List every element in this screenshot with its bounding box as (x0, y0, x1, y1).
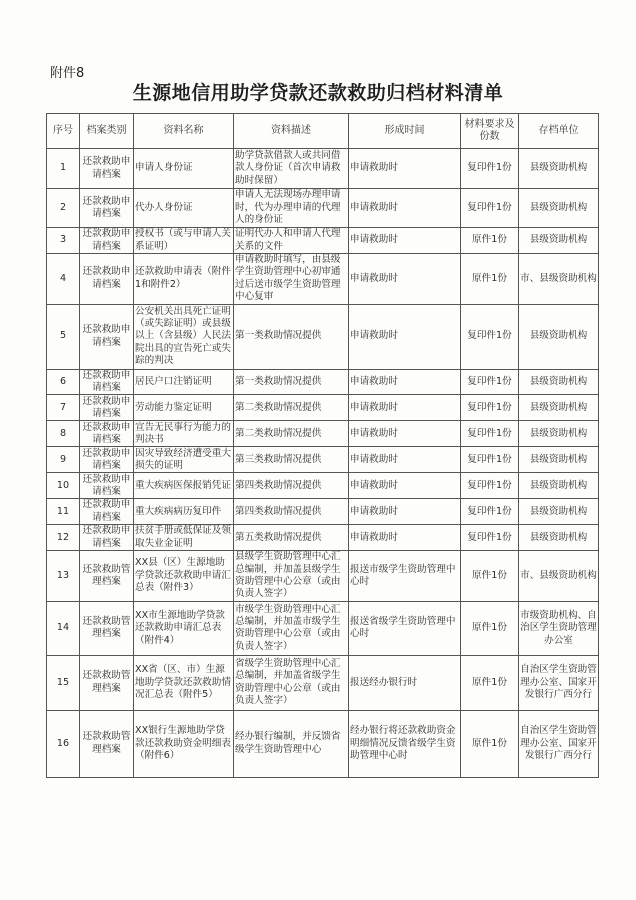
row-archive-unit: 县级资助机构 (519, 395, 599, 421)
table-row (47, 421, 599, 447)
row-category: 还款救助申请档案 (80, 473, 134, 499)
row-formation-time: 经办银行将还款救助资金明细情况反馈省级学生资助管理中心时 (349, 710, 461, 777)
row-requirement: 原件1份 (461, 710, 519, 777)
row-number: 15 (47, 655, 80, 710)
row-requirement: 原件1份 (461, 655, 519, 710)
row-requirement: 复印件1份 (461, 421, 519, 447)
row-archive-unit: 县级资助机构 (519, 447, 599, 473)
header-name: 资料名称 (134, 114, 234, 149)
row-material-name: 扶贫手册或低保证及领取失业金证明 (134, 525, 234, 551)
row-requirement: 复印件1份 (461, 189, 519, 228)
row-category: 还款救助申请档案 (80, 369, 134, 395)
row-archive-unit: 自治区学生资助管理办公室、国家开发银行广西分行 (519, 655, 599, 710)
header-time: 形成时间 (349, 114, 461, 149)
row-material-name: XX省（区、市）生源地助学贷款还款救助情况汇总表（附件5） (134, 655, 234, 710)
row-formation-time: 申请救助时 (349, 189, 461, 228)
row-archive-unit: 市、县级资助机构 (519, 551, 599, 602)
row-formation-time: 报送市级学生资助管理中心时 (349, 551, 461, 602)
row-formation-time: 申请救助时 (349, 228, 461, 254)
row-requirement: 原件1份 (461, 254, 519, 305)
row-description: 第一类救助情况提供 (234, 369, 349, 395)
row-description: 省级学生资助管理中心汇总编制，并加盖省级学生资助管理中心公章（或由负责人签字） (234, 655, 349, 710)
row-requirement: 复印件1份 (461, 473, 519, 499)
row-number: 8 (47, 421, 80, 447)
row-material-name: 因灾导致经济遭受重大损失的证明 (134, 447, 234, 473)
row-material-name: 申请人身份证 (134, 149, 234, 189)
row-archive-unit: 县级资助机构 (519, 473, 599, 499)
row-category: 还款救助申请档案 (80, 149, 134, 189)
document-title: 生源地信用助学贷款还款救助归档材料清单 (132, 82, 504, 104)
row-formation-time: 报送省级学生资助管理中心时 (349, 601, 461, 655)
table-header-row (47, 114, 599, 149)
row-archive-unit: 县级资助机构 (519, 421, 599, 447)
row-material-name: 宣告无民事行为能力的判决书 (134, 421, 234, 447)
row-material-name: 还款救助申请表（附件1和附件2） (134, 254, 234, 305)
table-row (47, 525, 599, 551)
table-row (47, 655, 599, 710)
row-description: 申请人无法现场办理申请时，代为办理申请的代理人的身份证 (234, 189, 349, 228)
row-archive-unit: 县级资助机构 (519, 228, 599, 254)
row-archive-unit: 市级资助机构、自治区学生资助管理办公室 (519, 601, 599, 655)
table-row (47, 447, 599, 473)
row-number: 4 (47, 254, 80, 305)
row-number: 12 (47, 525, 80, 551)
row-material-name: 重大疾病病历复印件 (134, 499, 234, 525)
row-material-name: 代办人身份证 (134, 189, 234, 228)
row-material-name: 授权书（或与申请人关系证明） (134, 228, 234, 254)
row-requirement: 复印件1份 (461, 499, 519, 525)
row-formation-time: 申请救助时 (349, 525, 461, 551)
row-archive-unit: 县级资助机构 (519, 499, 599, 525)
row-formation-time: 申请救助时 (349, 395, 461, 421)
table-row (47, 369, 599, 395)
row-category: 还款救助申请档案 (80, 395, 134, 421)
table-row (47, 601, 599, 655)
table-row (47, 551, 599, 602)
row-number: 10 (47, 473, 80, 499)
row-category: 还款救助申请档案 (80, 254, 134, 305)
table-row (47, 710, 599, 777)
row-archive-unit: 自治区学生资助管理办公室、国家开发银行广西分行 (519, 710, 599, 777)
row-category: 还款救助管理档案 (80, 551, 134, 602)
row-requirement: 原件1份 (461, 551, 519, 602)
row-description: 第一类救助情况提供 (234, 304, 349, 369)
row-category: 还款救助申请档案 (80, 228, 134, 254)
row-material-name: XX县（区）生源地助学贷款还款救助申请汇总表（附件3） (134, 551, 234, 602)
table-row (47, 254, 599, 305)
row-requirement: 复印件1份 (461, 447, 519, 473)
row-category: 还款救助申请档案 (80, 525, 134, 551)
row-category: 还款救助管理档案 (80, 601, 134, 655)
archive-materials-table (46, 113, 599, 778)
row-requirement: 复印件1份 (461, 149, 519, 189)
row-description: 第四类救助情况提供 (234, 499, 349, 525)
row-archive-unit: 县级资助机构 (519, 304, 599, 369)
row-requirement: 复印件1份 (461, 369, 519, 395)
row-description: 第二类救助情况提供 (234, 395, 349, 421)
row-material-name: 重大疾病医保报销凭证 (134, 473, 234, 499)
table-row (47, 228, 599, 254)
row-description: 第三类救助情况提供 (234, 447, 349, 473)
row-archive-unit: 县级资助机构 (519, 189, 599, 228)
row-material-name: 公安机关出具死亡证明（或失踪证明）或县级以上（含县级）人民法院出具的宣告死亡或失踪的判决 (134, 304, 234, 369)
row-formation-time: 申请救助时 (349, 149, 461, 189)
row-number: 1 (47, 149, 80, 189)
row-description: 助学贷款借款人或共同借款人身份证（首次申请救助时保留） (234, 149, 349, 189)
table-row (47, 499, 599, 525)
row-formation-time: 申请救助时 (349, 304, 461, 369)
header-unit: 存档单位 (519, 114, 599, 149)
row-number: 11 (47, 499, 80, 525)
row-description: 第四类救助情况提供 (234, 473, 349, 499)
row-number: 2 (47, 189, 80, 228)
row-requirement: 复印件1份 (461, 395, 519, 421)
header-no: 序号 (47, 114, 80, 149)
row-formation-time: 申请救助时 (349, 447, 461, 473)
row-category: 还款救助申请档案 (80, 189, 134, 228)
row-formation-time: 申请救助时 (349, 421, 461, 447)
row-formation-time: 申请救助时 (349, 369, 461, 395)
row-formation-time: 申请救助时 (349, 499, 461, 525)
row-archive-unit: 县级资助机构 (519, 369, 599, 395)
row-requirement: 原件1份 (461, 228, 519, 254)
attachment-label: 附件8 (50, 66, 85, 81)
header-category: 档案类别 (80, 114, 134, 149)
row-description: 申请救助时填写，由县级学生资助管理中心初审通过后送市级学生资助管理中心复审 (234, 254, 349, 305)
table-row (47, 304, 599, 369)
row-number: 6 (47, 369, 80, 395)
table-row (47, 149, 599, 189)
row-category: 还款救助申请档案 (80, 499, 134, 525)
row-category: 还款救助申请档案 (80, 447, 134, 473)
row-category: 还款救助管理档案 (80, 655, 134, 710)
row-number: 3 (47, 228, 80, 254)
table-row (47, 189, 599, 228)
row-category: 还款救助申请档案 (80, 421, 134, 447)
row-description: 市级学生资助管理中心汇总编制，并加盖市级学生资助管理中心公章（或由负责人签字） (234, 601, 349, 655)
row-material-name: XX银行生源地助学贷款还款救助资金明细表（附件6） (134, 710, 234, 777)
table-row (47, 395, 599, 421)
row-number: 5 (47, 304, 80, 369)
row-description: 第五类救助情况提供 (234, 525, 349, 551)
row-archive-unit: 县级资助机构 (519, 149, 599, 189)
row-category: 还款救助管理档案 (80, 710, 134, 777)
row-number: 16 (47, 710, 80, 777)
row-number: 13 (47, 551, 80, 602)
row-material-name: 居民户口注销证明 (134, 369, 234, 395)
row-requirement: 复印件1份 (461, 304, 519, 369)
row-description: 县级学生资助管理中心汇总编制，并加盖县级学生资助管理中心公章（或由负责人签字） (234, 551, 349, 602)
row-description: 经办银行编制，并反馈省级学生资助管理中心 (234, 710, 349, 777)
row-number: 7 (47, 395, 80, 421)
row-material-name: 劳动能力鉴定证明 (134, 395, 234, 421)
row-category: 还款救助申请档案 (80, 304, 134, 369)
row-description: 证明代办人和申请人代理关系的文件 (234, 228, 349, 254)
row-description: 第二类救助情况提供 (234, 421, 349, 447)
row-archive-unit: 县级资助机构 (519, 525, 599, 551)
header-requirement: 材料要求及份数 (461, 114, 519, 149)
row-formation-time: 申请救助时 (349, 254, 461, 305)
row-formation-time: 申请救助时 (349, 473, 461, 499)
row-number: 9 (47, 447, 80, 473)
row-requirement: 原件1份 (461, 601, 519, 655)
row-requirement: 复印件1份 (461, 525, 519, 551)
row-archive-unit: 市、县级资助机构 (519, 254, 599, 305)
header-description: 资料描述 (234, 114, 349, 149)
row-material-name: XX市生源地助学贷款还款救助申请汇总表（附件4） (134, 601, 234, 655)
table-row (47, 473, 599, 499)
row-formation-time: 报送经办银行时 (349, 655, 461, 710)
row-number: 14 (47, 601, 80, 655)
